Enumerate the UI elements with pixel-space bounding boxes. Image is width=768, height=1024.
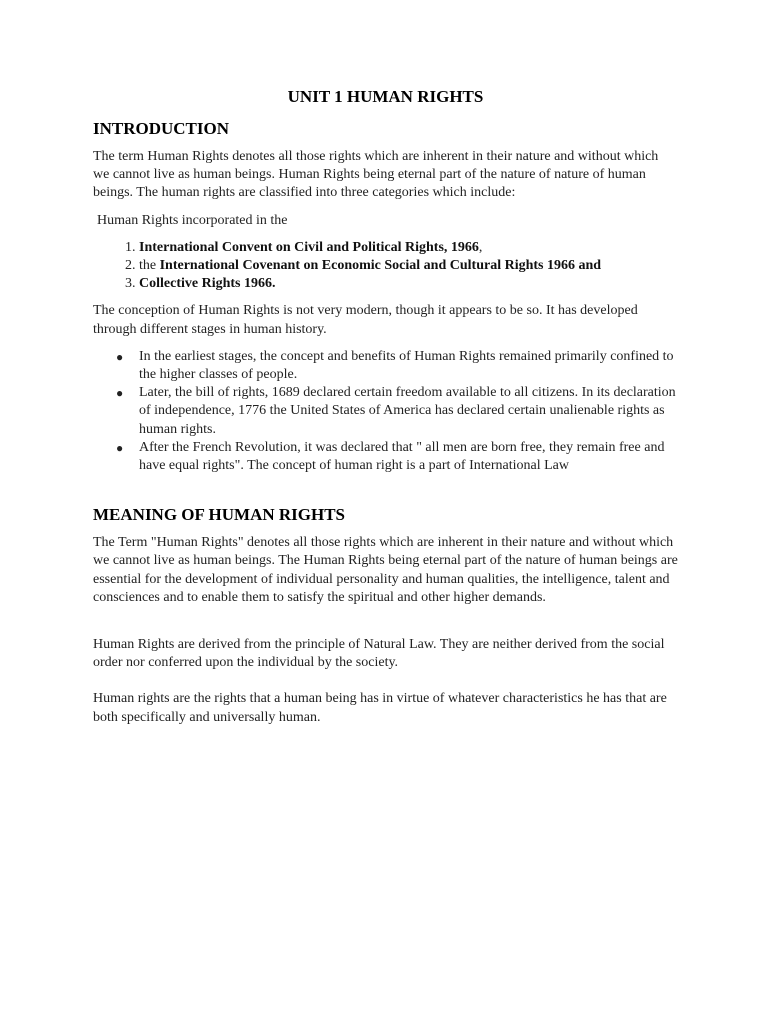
stage-text: Later, the bill of rights, 1689 declared certain freedom available to all citizens. In its declaration of independence, 1776 the United States of America has declared certain unalienable rights as human rights. bbox=[139, 385, 676, 437]
introduction-paragraph: The term Human Rights denotes all those rights which are inherent in their nature and without which we cannot live as human beings. Human Rights being eternal part of the nature of nature of human beings. The human rights are classified into three categories which include: bbox=[93, 149, 659, 201]
conventions-list bbox=[93, 239, 678, 294]
document-title: UNIT 1 HUMAN RIGHTS bbox=[287, 87, 484, 106]
stage-item bbox=[116, 384, 678, 439]
convention-prefix: the bbox=[139, 258, 160, 274]
stage-item bbox=[116, 348, 678, 384]
meaning-paragraph: The Term "Human Rights" denotes all those rights which are inherent in their nature and without which we cannot live as human beings. The Human Rights being eternal part of the nature of human beings are essential for the development of individual personality and human qualities, the intelligence, talent and consciences and to enable them to satisfy the spiritual and other higher demands. bbox=[93, 535, 678, 605]
bullet-icon: ● bbox=[116, 349, 124, 364]
convention-item bbox=[139, 257, 678, 275]
stages-list bbox=[93, 348, 678, 475]
convention-title: International Covenant on Economic Social and Cultural Rights 1966 and bbox=[159, 258, 602, 274]
convention-suffix: , bbox=[478, 239, 483, 255]
convention-title: International Convent on Civil and Political Rights, 1966 bbox=[139, 239, 479, 255]
bullet-icon: ● bbox=[116, 386, 124, 401]
stage-text: In the earliest stages, the concept and benefits of Human Rights remained primarily confined to the higher classes of people. bbox=[139, 348, 674, 383]
introduction-heading: INTRODUCTION bbox=[93, 119, 230, 138]
meaning-heading: MEANING OF HUMAN RIGHTS bbox=[93, 505, 346, 525]
human-virtue-paragraph: Human rights are the rights that a human being has in virtue of whatever characteristics he has that are both specifically and universally human. bbox=[93, 691, 667, 725]
convention-item bbox=[139, 275, 678, 293]
convention-item bbox=[139, 239, 678, 257]
stage-item bbox=[116, 439, 678, 475]
natural-law-paragraph: Human Rights are derived from the principle of Natural Law. They are neither derived from the social order nor conferred upon the individual by the society. bbox=[93, 637, 665, 671]
convention-title: Collective Rights 1966. bbox=[139, 276, 276, 292]
bullet-icon: ● bbox=[116, 440, 124, 455]
stage-text: After the French Revolution, it was declared that " all men are born free, they remain free and have equal rights". The concept of human right is a part of International Law bbox=[139, 439, 665, 474]
conception-paragraph: The conception of Human Rights is not very modern, though it appears to be so. It has developed through different stages in human history. bbox=[93, 303, 638, 337]
document-page bbox=[93, 86, 678, 727]
incorporated-text: Human Rights incorporated in the bbox=[97, 212, 288, 228]
